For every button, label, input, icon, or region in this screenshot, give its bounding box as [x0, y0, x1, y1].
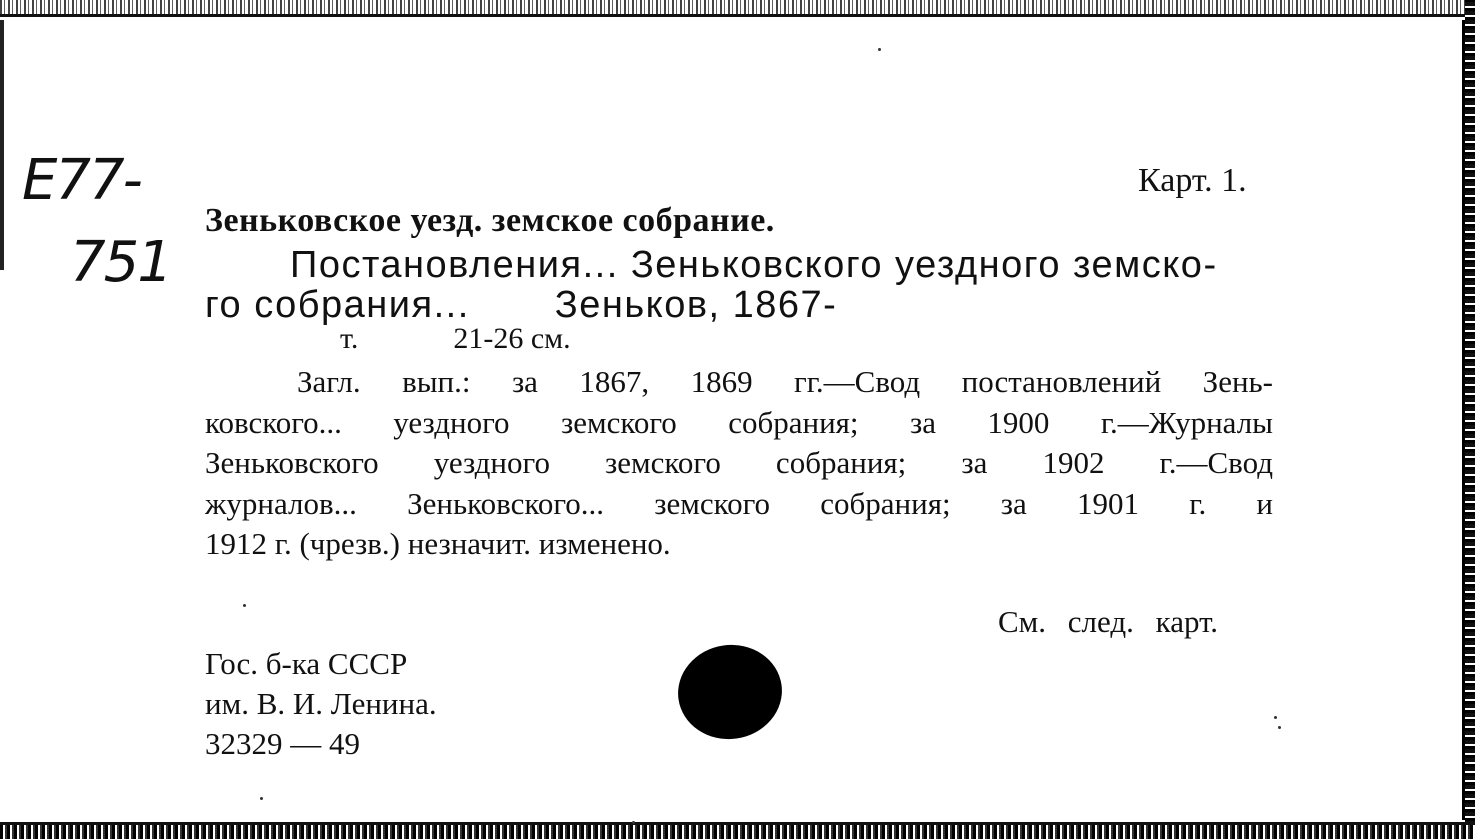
title-continuation: го собрания... [205, 284, 470, 326]
scan-speck [1274, 716, 1277, 719]
note-line: 1912 г. (чрезв.) незначит. изменено. [205, 526, 671, 561]
library-stamp [205, 644, 437, 764]
note-line: Загл. вып.: за 1867, 1869 гг.—Свод постановлений Зень- [297, 364, 1273, 399]
print-number: 32329 — 49 [205, 726, 360, 761]
top-border-line [0, 14, 1475, 17]
right-scan-border [1465, 0, 1475, 839]
publication-info: Зеньков, 1867- [554, 284, 838, 326]
punch-hole [672, 638, 788, 746]
note-line: журналов... Зеньковского... земского собрания; за 1901 г. и [205, 485, 1273, 521]
scan-speck [260, 797, 263, 800]
call-number-line2: 751 [70, 230, 171, 295]
physical-description [340, 322, 571, 356]
heading: Зеньковское уезд. земское собрание. [205, 202, 775, 239]
bottom-scan-border [0, 825, 1475, 839]
library-dedication: им. В. И. Ленина. [205, 686, 437, 721]
title-line-2 [205, 284, 837, 327]
top-scan-border [0, 0, 1475, 14]
left-border-line [0, 20, 4, 270]
scan-speck [243, 604, 246, 607]
library-name: Гос. б-ка СССР [205, 646, 408, 681]
card-number: Карт. 1. [1138, 162, 1247, 199]
call-number-line1: E77- [22, 148, 141, 213]
note-line: ковского... уездного земского собрания; за 1900 г.—Журналы [205, 404, 1273, 440]
title-variations-note [205, 362, 1273, 565]
scan-speck [1278, 726, 1281, 729]
volumes: т. [340, 322, 359, 355]
see-next-card: См. след. карт. [998, 604, 1219, 639]
scan-speck [878, 48, 881, 51]
size: 21-26 см. [453, 322, 571, 355]
title-line-1: Постановления... Зеньковского уездного земско- [290, 244, 1218, 286]
note-line: Зеньковского уездного земского собрания; за 1902 г.—Свод [205, 445, 1273, 480]
scan-speck [632, 821, 635, 824]
